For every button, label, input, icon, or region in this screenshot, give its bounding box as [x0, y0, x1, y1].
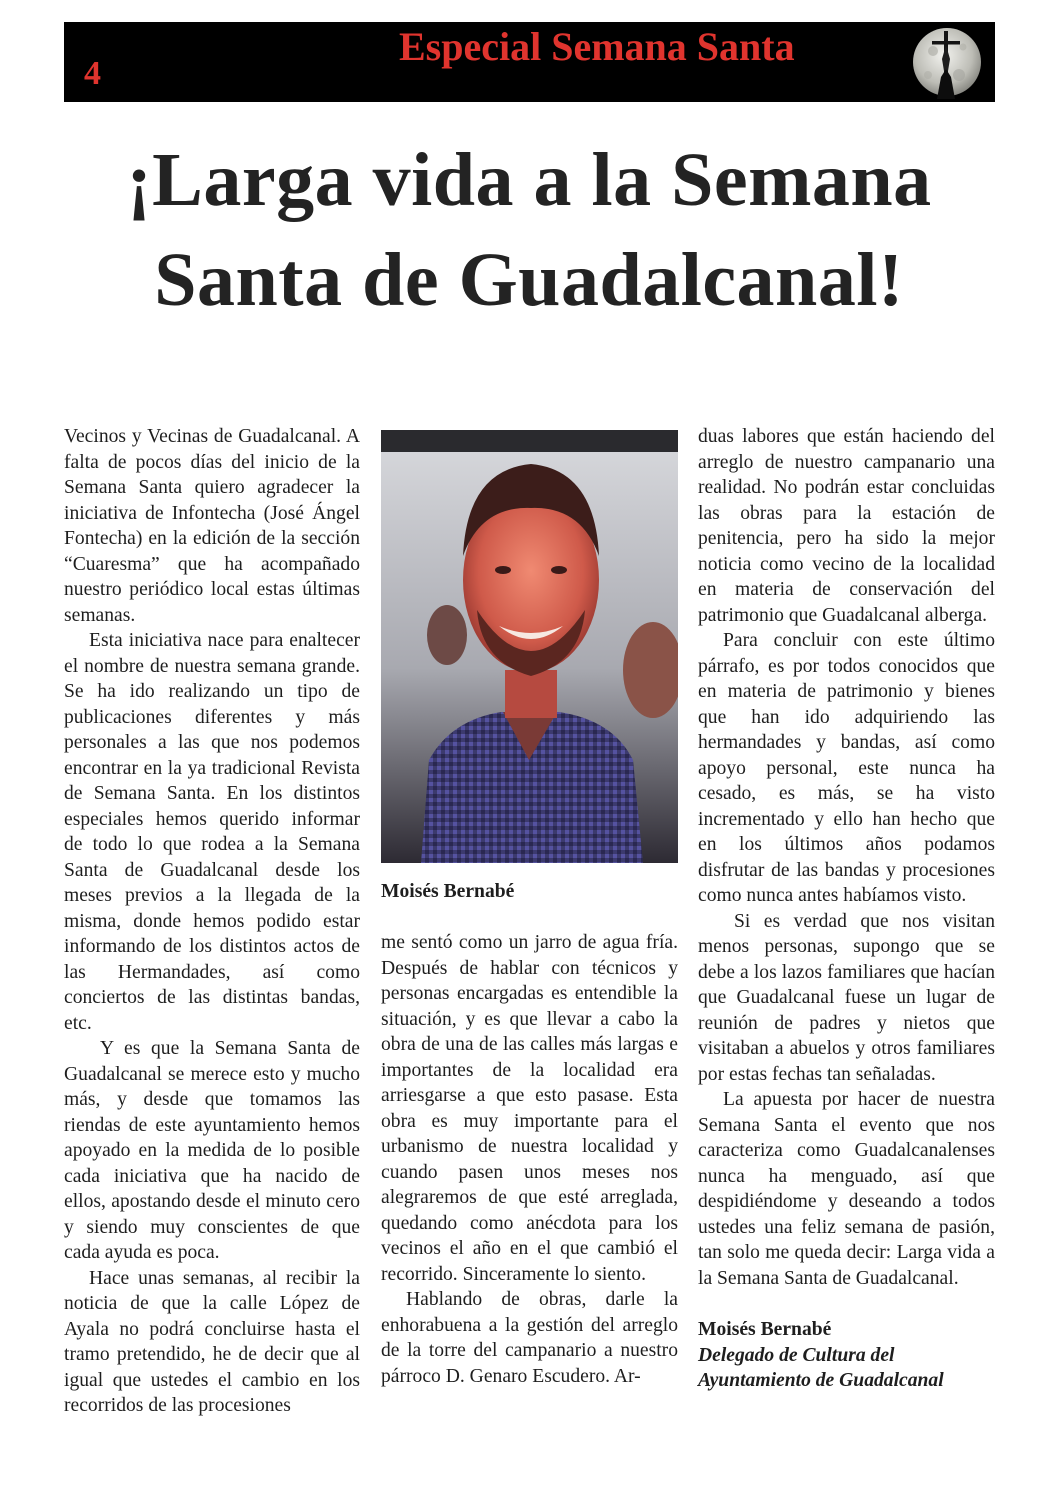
headline: [0, 130, 1058, 331]
paragraph: Vecinos y Vecinas de Guadalcanal. A falta de pocos días del inicio de la Semana Santa quiero agradecer la iniciativa de Infontecha (José Ángel Fontecha) en la edición de la sección “Cuaresma” que ha acompañado nuestro periódico local estas últimas semanas.: [64, 426, 360, 626]
portrait-photo: [381, 430, 678, 863]
paragraph: me sentó como un jarro de agua fría. Después de hablar con técnicos y personas encargadas es entendible la situación, y es que llevar a cabo la obra de una de las calles más largas e importantes de la localidad era arriesgarse a que esto pasase. Esta obra es muy importante para el urbanismo de nuestra localidad y cuando pasen unos meses nos alegraremos de que esté arreglada, quedando como anécdota para los vecinos el año en el que cambió el recorrido. Sinceramente lo siento.: [381, 932, 678, 1285]
paragraph: Hablando de obras, darle la enhorabuena a la gestión del arreglo de la torre del campanario a nuestro párroco D. Genaro Escudero. Ar-: [381, 1289, 678, 1387]
page-number: 4: [84, 55, 101, 92]
section-title: Especial Semana Santa: [399, 24, 795, 69]
paragraph: Y es que la Semana Santa de Guadalcanal se merece esto y mucho más, y desde que tomamos las riendas de este ayuntamiento hemos apoyado en la medida de lo posible cada iniciativa que ha nacido de ellos, apostando desde el minuto cero y siendo muy conscientes de que cada ayuda es poca.: [64, 1038, 360, 1263]
signature-role: Delegado de Cultura del: [698, 1344, 895, 1366]
article-column-3: [698, 424, 995, 1394]
article-column-2: [381, 930, 678, 1389]
paragraph: Para concluir con este último párrafo, es por todos conocidos que en materia de patrimonio y bienes que han ido adquiriendo las hermandades y bandas, así como apoyo personal, este nunca ha cesado, es más, se ha visto incrementado y ello han hecho que en los últimos años podamos disfrutar de las bandas y procesiones como nunca antes habíamos visto.: [698, 630, 995, 906]
signature-name: Moisés Bernabé: [698, 1319, 832, 1340]
article-column-1: [64, 424, 360, 1419]
signature: [698, 1317, 995, 1394]
signature-role: Ayuntamiento de Guadalcanal: [698, 1370, 944, 1391]
headline-line-1: ¡Larga vida a la Semana: [126, 138, 932, 222]
paragraph: Esta iniciativa nace para enaltecer el nombre de nuestra semana grande. Se ha ido realizando un tipo de publicaciones diferentes y más personales a las que nos podemos encontrar en la ya tradicional Revista de Semana Santa. En los distintos especiales hemos querido informar de todo lo que rodea a la Semana Santa de Guadalcanal desde los meses previos a la llegada de la misma, donde hemos podido estar informando de los distintos actos de las Hermandades, así como conciertos de las distintas bandas, etc.: [64, 630, 360, 1034]
header-bar: [64, 22, 995, 102]
paragraph: Si es verdad que nos visitan menos personas, supongo que se debe a los lazos familiares que hacían que Guadalcanal fuese un lugar de reunión de padres y nietos que visitaban a abuelos y otros familiares por estas fechas tan señaladas.: [698, 910, 995, 1085]
paragraph: Hace unas semanas, al recibir la noticia de que la calle López de Ayala no podrá concluirse hasta el tramo pretendido, he de decir que al igual que ustedes el cambio en los recorridos de las procesiones: [64, 1267, 360, 1416]
paragraph: duas labores que están haciendo del arreglo de nuestro campanario una realidad. No podrán estar concluidas las obras para la estación de penitencia, pero ha sido la mejor noticia como vecino de la localidad en materia de conservación del patrimonio que Guadalcanal alberga.: [698, 426, 995, 626]
headline-line-2: Santa de Guadalcanal!: [154, 238, 904, 323]
paragraph: La apuesta por hacer de nuestra Semana Santa el evento que nos caracteriza como Guadalcanalenses nunca ha menguado, así que despidiéndome y deseando a todos ustedes una feliz semana de pasión, tan solo me queda decir: Larga vida a la Semana Santa de Guadalcanal.: [698, 1089, 995, 1289]
moon-crucifix-icon: [911, 25, 983, 99]
photo-caption: Moisés Bernabé: [381, 881, 515, 902]
